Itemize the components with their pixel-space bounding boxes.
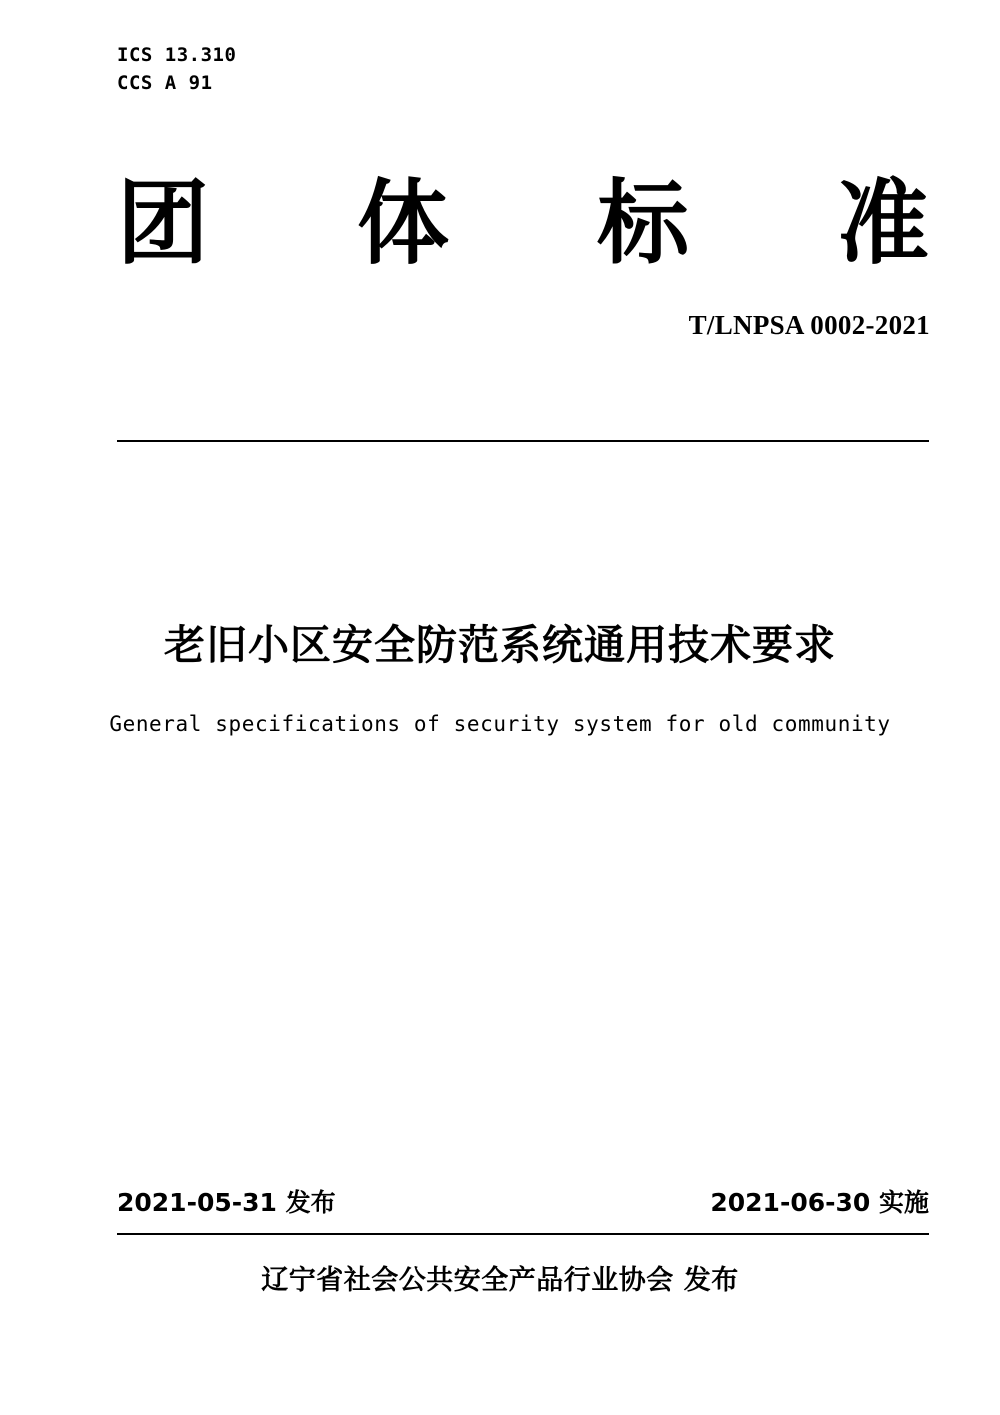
standard-type-heading [117, 170, 929, 277]
effective-date: 2021-06-30 实施 [710, 1188, 929, 1217]
divider-top [117, 440, 929, 442]
classification-codes [117, 42, 236, 97]
date-row [117, 1183, 929, 1219]
divider-bottom [117, 1233, 929, 1235]
document-title-chinese: 老旧小区安全防范系统通用技术要求 [164, 621, 836, 669]
ics-code: ICS 13.310 [117, 44, 237, 66]
standard-type-char-4: 准 [836, 170, 929, 277]
standard-type-char-3: 标 [596, 170, 689, 277]
standard-type-char-1: 团 [117, 170, 210, 277]
standard-type-char-2: 体 [356, 170, 449, 277]
document-title-english: General specifications of security system for old community [109, 712, 891, 736]
publisher-name: 辽宁省社会公共安全产品行业协会 发布 [261, 1265, 739, 1296]
ccs-code: CCS A 91 [117, 71, 213, 94]
standard-number: T/LNPSA 0002-2021 [688, 310, 930, 340]
issue-date: 2021-05-31 发布 [117, 1188, 336, 1217]
